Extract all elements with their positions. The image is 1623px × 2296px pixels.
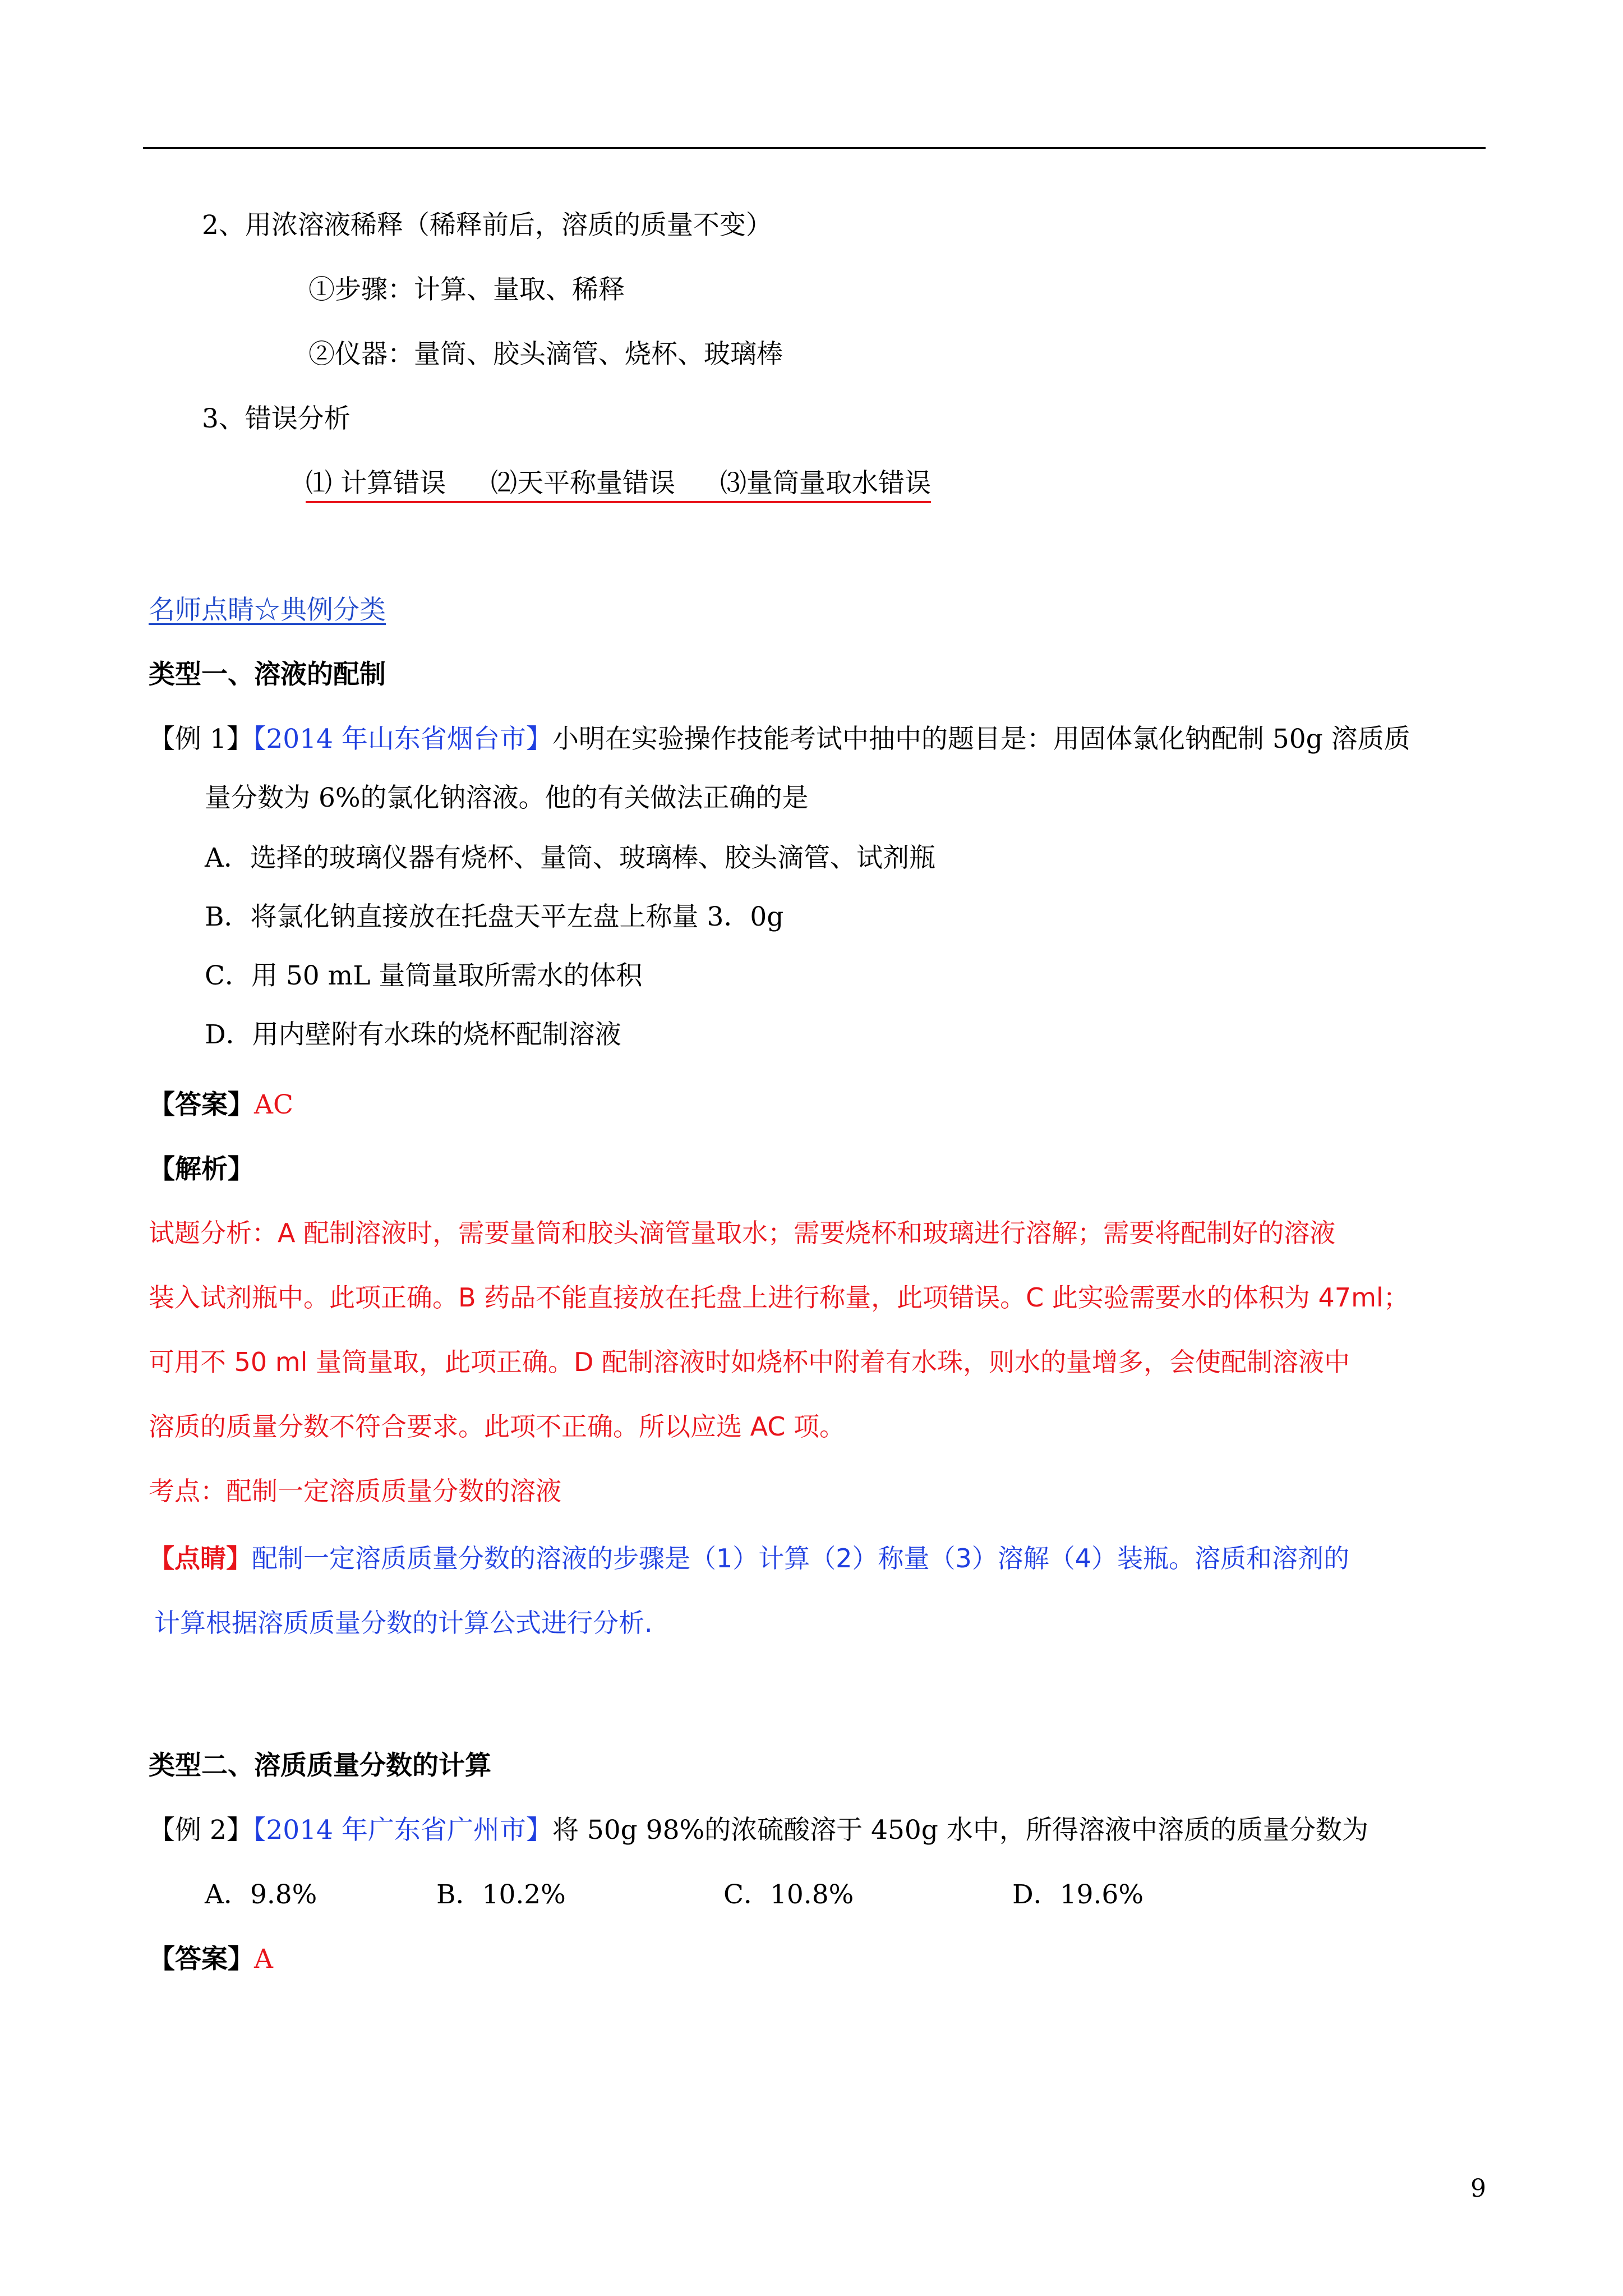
example2-question	[149, 1814, 1368, 1847]
example1-option-a: A．选择的玻璃仪器有烧杯、量筒、玻璃棒、胶头滴管、试剂瓶	[205, 843, 935, 873]
error-item-3: ⑶量筒量取水错误	[720, 468, 931, 499]
example1-option-c: C．用 50 mL 量筒量取所需水的体积	[205, 960, 643, 991]
example1-source: 【2014 年山东省烟台市】	[252, 724, 552, 754]
teacher-tips-link[interactable]: 名师点睛☆典例分类	[149, 595, 386, 625]
analysis-line-1: 试题分析：A 配制溶液时，需要量筒和胶头滴管量取水；需要烧杯和玻璃进行溶解；需要将配制好的溶液	[149, 1218, 1336, 1248]
header-rule	[143, 147, 1486, 149]
analysis-line-3: 可用不 50 ml 量筒量取，此项正确。D 配制溶液时如烧杯中附着有水珠，则水的量增多，会使配制溶液中	[149, 1347, 1350, 1377]
example2-source: 【2014 年广东省广州市】	[252, 1815, 552, 1846]
dianjing-line2: 计算根据溶质质量分数的计算公式进行分析.	[154, 1608, 653, 1638]
kaodian-text: 考点：配制一定溶质质量分数的溶液	[149, 1476, 561, 1506]
example2-label: 【例 2】	[149, 1815, 253, 1846]
error-item-1: ⑴ 计算错误	[306, 468, 446, 499]
example1-label: 【例 1】	[149, 724, 253, 754]
example1-option-d: D．用内壁附有水珠的烧杯配制溶液	[205, 1019, 621, 1050]
example1-question-line2: 量分数为 6%的氯化钠溶液。他的有关做法正确的是	[205, 783, 809, 813]
dianjing-line1	[149, 1542, 1349, 1575]
example2-question-text: 将 50g 98%的浓硫酸溶于 450g 水中，所得溶液中溶质的质量分数为	[552, 1815, 1368, 1846]
example2-option-b: B．10.2%	[436, 1879, 566, 1910]
error-item-2: ⑵天平称量错误	[490, 468, 675, 499]
analysis-line-2: 装入试剂瓶中。此项正确。B 药品不能直接放在托盘上进行称量，此项错误。C 此实验需要水的体积为 47ml；	[149, 1282, 1409, 1313]
example2-answer-value: A	[254, 1944, 273, 1975]
example2-answer-label: 【答案】	[149, 1944, 254, 1975]
example2-option-a: A．9.8%	[205, 1879, 317, 1910]
analysis-line-4: 溶质的质量分数不符合要求。此项不正确。所以应选 AC 项。	[149, 1411, 846, 1442]
error-analysis-line	[306, 467, 931, 500]
example1-question-line1	[149, 723, 1410, 756]
example1-analysis-label: 【解析】	[149, 1154, 254, 1185]
example2-option-c: C．10.8%	[723, 1879, 854, 1910]
dianjing-text1: 配制一定溶质质量分数的溶液的步骤是（1）计算（2）称量（3）溶解（4）装瓶。溶质和溶剂的	[252, 1543, 1350, 1573]
example2-options	[0, 1878, 1623, 1912]
type2-title: 类型二、溶质质量分数的计算	[149, 1750, 491, 1781]
example1-question-text1: 小明在实验操作技能考试中抽中的题目是：用固体氯化钠配制 50g 溶质质	[552, 724, 1410, 754]
example2-option-d: D．19.6%	[1012, 1879, 1144, 1910]
sec2-heading: 2、用浓溶液稀释（稀释前后，溶质的质量不变）	[202, 210, 772, 241]
page-number: 9	[1470, 2174, 1486, 2203]
example1-answer-value: AC	[254, 1089, 293, 1120]
example1-option-b: B．将氯化钠直接放在托盘天平左盘上称量 3．0g	[205, 901, 784, 932]
example2-answer	[149, 1943, 273, 1976]
sec2-step: ①步骤：计算、量取、稀释	[308, 274, 625, 305]
sec2-instrument: ②仪器：量筒、胶头滴管、烧杯、玻璃棒	[308, 339, 783, 370]
example1-answer	[149, 1088, 293, 1122]
dianjing-label: 【点睛】	[149, 1543, 252, 1573]
sec3-heading: 3、错误分析	[202, 403, 351, 434]
example1-answer-label: 【答案】	[149, 1089, 254, 1120]
type1-title: 类型一、溶液的配制	[149, 659, 386, 690]
